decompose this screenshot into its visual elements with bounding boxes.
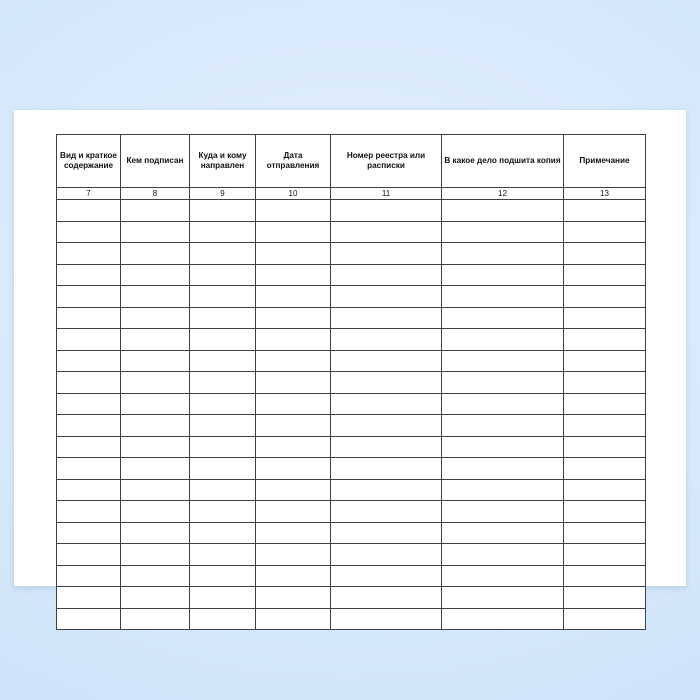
- table-cell[interactable]: [121, 436, 190, 458]
- table-cell[interactable]: [256, 329, 331, 351]
- table-row: [57, 307, 646, 329]
- table-cell[interactable]: [57, 544, 121, 566]
- table-cell[interactable]: [57, 329, 121, 351]
- table-cell[interactable]: [121, 372, 190, 394]
- table-cell[interactable]: [190, 544, 256, 566]
- register-table: [56, 134, 646, 630]
- table-cell[interactable]: [256, 544, 331, 566]
- table-cell[interactable]: [331, 587, 442, 609]
- table-cell[interactable]: [57, 415, 121, 437]
- table-body: [57, 200, 646, 630]
- table-cell[interactable]: [121, 307, 190, 329]
- column-number-12: 12: [442, 188, 564, 200]
- table-cell[interactable]: [256, 608, 331, 630]
- table-head: [57, 135, 646, 200]
- table-cell[interactable]: [121, 501, 190, 523]
- table-cell[interactable]: [121, 329, 190, 351]
- table-row: [57, 264, 646, 286]
- table-cell[interactable]: [121, 264, 190, 286]
- table-cell[interactable]: [331, 372, 442, 394]
- table-cell[interactable]: [121, 350, 190, 372]
- table-cell[interactable]: [121, 243, 190, 265]
- table-cell[interactable]: [57, 458, 121, 480]
- table-cell[interactable]: [190, 565, 256, 587]
- table-cell[interactable]: [190, 501, 256, 523]
- table-cell[interactable]: [331, 415, 442, 437]
- paper-sheet: [14, 110, 686, 586]
- table-cell[interactable]: [57, 264, 121, 286]
- table-cell[interactable]: [564, 243, 646, 265]
- table-cell[interactable]: [256, 393, 331, 415]
- table-cell[interactable]: [564, 522, 646, 544]
- table-cell[interactable]: [57, 286, 121, 308]
- table-cell[interactable]: [121, 393, 190, 415]
- table-cell[interactable]: [564, 329, 646, 351]
- table-cell[interactable]: [256, 415, 331, 437]
- table-cell[interactable]: [57, 565, 121, 587]
- table-row: [57, 544, 646, 566]
- table-cell[interactable]: [256, 221, 331, 243]
- table-cell[interactable]: [190, 436, 256, 458]
- table-cell[interactable]: [57, 372, 121, 394]
- header-row: [57, 135, 646, 188]
- table-row: [57, 221, 646, 243]
- table-cell[interactable]: [442, 350, 564, 372]
- table-cell[interactable]: [442, 501, 564, 523]
- table-cell[interactable]: [331, 565, 442, 587]
- table-cell[interactable]: [331, 350, 442, 372]
- table-row: [57, 200, 646, 222]
- table-cell[interactable]: [331, 286, 442, 308]
- table-cell[interactable]: [442, 544, 564, 566]
- table-cell[interactable]: [564, 393, 646, 415]
- table-row: [57, 415, 646, 437]
- column-number-8: 8: [121, 188, 190, 200]
- table-cell[interactable]: [57, 243, 121, 265]
- table-cell[interactable]: [57, 200, 121, 222]
- table-cell[interactable]: [190, 264, 256, 286]
- table-cell[interactable]: [564, 307, 646, 329]
- table-row: [57, 565, 646, 587]
- table-cell[interactable]: [256, 479, 331, 501]
- table-row: [57, 436, 646, 458]
- table-cell[interactable]: [564, 350, 646, 372]
- table-cell[interactable]: [190, 587, 256, 609]
- table-cell[interactable]: [57, 479, 121, 501]
- table-cell[interactable]: [256, 458, 331, 480]
- table-cell[interactable]: [564, 608, 646, 630]
- table-cell[interactable]: [57, 436, 121, 458]
- table-row: [57, 458, 646, 480]
- table-cell[interactable]: [121, 286, 190, 308]
- table-cell[interactable]: [331, 479, 442, 501]
- table-cell[interactable]: [442, 200, 564, 222]
- table-cell[interactable]: [57, 221, 121, 243]
- table-cell[interactable]: [57, 393, 121, 415]
- table-row: [57, 372, 646, 394]
- table-cell[interactable]: [190, 307, 256, 329]
- table-row: [57, 587, 646, 609]
- table-cell[interactable]: [331, 243, 442, 265]
- column-number-13: 13: [564, 188, 646, 200]
- table-cell[interactable]: [57, 350, 121, 372]
- table-cell[interactable]: [190, 522, 256, 544]
- table-cell[interactable]: [331, 544, 442, 566]
- table-cell[interactable]: [442, 393, 564, 415]
- table-cell[interactable]: [57, 522, 121, 544]
- table-cell[interactable]: [256, 286, 331, 308]
- column-header-data-otpravleniya: Дата отправления: [256, 135, 331, 188]
- table-cell[interactable]: [564, 415, 646, 437]
- table-cell[interactable]: [121, 458, 190, 480]
- table-cell[interactable]: [564, 372, 646, 394]
- table-cell[interactable]: [331, 522, 442, 544]
- table-cell[interactable]: [564, 458, 646, 480]
- table-cell[interactable]: [57, 587, 121, 609]
- table-row: [57, 243, 646, 265]
- table-cell[interactable]: [442, 608, 564, 630]
- table-cell[interactable]: [256, 307, 331, 329]
- table-cell[interactable]: [331, 200, 442, 222]
- table-cell[interactable]: [331, 307, 442, 329]
- table-cell[interactable]: [564, 200, 646, 222]
- table-cell[interactable]: [442, 479, 564, 501]
- table-cell[interactable]: [564, 221, 646, 243]
- table-cell[interactable]: [564, 544, 646, 566]
- table-cell[interactable]: [442, 243, 564, 265]
- column-header-primechanie: Примечание: [564, 135, 646, 188]
- table-cell[interactable]: [564, 264, 646, 286]
- table-row: [57, 501, 646, 523]
- table-cell[interactable]: [331, 608, 442, 630]
- table-row: [57, 522, 646, 544]
- table-cell[interactable]: [442, 458, 564, 480]
- column-header-kem-podpisan: Кем подписан: [121, 135, 190, 188]
- table-cell[interactable]: [442, 565, 564, 587]
- table-cell[interactable]: [256, 264, 331, 286]
- table-cell[interactable]: [331, 329, 442, 351]
- table-cell[interactable]: [121, 544, 190, 566]
- column-header-v-kakoe-delo-podshita-kopiya: В какое дело подшита копия: [442, 135, 564, 188]
- table-cell[interactable]: [442, 329, 564, 351]
- table-cell[interactable]: [190, 393, 256, 415]
- table-cell[interactable]: [256, 200, 331, 222]
- table-cell[interactable]: [190, 243, 256, 265]
- column-number-7: 7: [57, 188, 121, 200]
- table-cell[interactable]: [564, 286, 646, 308]
- table-row: [57, 329, 646, 351]
- table-cell[interactable]: [442, 415, 564, 437]
- column-number-row: [57, 188, 646, 200]
- table-cell[interactable]: [331, 393, 442, 415]
- table-cell[interactable]: [190, 200, 256, 222]
- table-cell[interactable]: [121, 587, 190, 609]
- table-cell[interactable]: [256, 587, 331, 609]
- table-cell[interactable]: [57, 307, 121, 329]
- table-cell[interactable]: [442, 587, 564, 609]
- table-cell[interactable]: [331, 436, 442, 458]
- table-cell[interactable]: [190, 372, 256, 394]
- column-number-11: 11: [331, 188, 442, 200]
- table-cell[interactable]: [331, 264, 442, 286]
- column-header-kuda-i-komu-napravlen: Куда и кому направлен: [190, 135, 256, 188]
- table-cell[interactable]: [121, 200, 190, 222]
- table-cell[interactable]: [256, 350, 331, 372]
- column-number-9: 9: [190, 188, 256, 200]
- table-cell[interactable]: [256, 436, 331, 458]
- column-header-nomer-reestra-ili-raspiski: Номер реестра или расписки: [331, 135, 442, 188]
- table-cell[interactable]: [564, 479, 646, 501]
- table-cell[interactable]: [121, 565, 190, 587]
- table-cell[interactable]: [442, 221, 564, 243]
- table-cell[interactable]: [564, 501, 646, 523]
- table-cell[interactable]: [121, 479, 190, 501]
- table-cell[interactable]: [121, 608, 190, 630]
- table-cell[interactable]: [442, 286, 564, 308]
- table-row: [57, 608, 646, 630]
- table-cell[interactable]: [331, 221, 442, 243]
- table-cell[interactable]: [256, 372, 331, 394]
- table-cell[interactable]: [564, 565, 646, 587]
- table-cell[interactable]: [256, 243, 331, 265]
- table-cell[interactable]: [121, 221, 190, 243]
- table-cell[interactable]: [190, 415, 256, 437]
- paper-surface: [14, 110, 686, 586]
- table-cell[interactable]: [190, 350, 256, 372]
- table-cell[interactable]: [564, 436, 646, 458]
- table-cell[interactable]: [121, 415, 190, 437]
- table-cell[interactable]: [190, 221, 256, 243]
- table-cell[interactable]: [442, 522, 564, 544]
- table-cell[interactable]: [442, 264, 564, 286]
- table-cell[interactable]: [442, 307, 564, 329]
- column-number-10: 10: [256, 188, 331, 200]
- table-cell[interactable]: [442, 372, 564, 394]
- table-row: [57, 479, 646, 501]
- table-cell[interactable]: [256, 522, 331, 544]
- table-cell[interactable]: [256, 565, 331, 587]
- column-header-vid-i-kratkoe-soderzhanie: Вид и краткое содержание: [57, 135, 121, 188]
- table-cell[interactable]: [190, 479, 256, 501]
- table-cell[interactable]: [256, 501, 331, 523]
- table-cell[interactable]: [190, 458, 256, 480]
- table-cell[interactable]: [57, 501, 121, 523]
- table-cell[interactable]: [121, 522, 190, 544]
- table-row: [57, 286, 646, 308]
- table-row: [57, 393, 646, 415]
- table-cell[interactable]: [190, 286, 256, 308]
- table-cell[interactable]: [331, 458, 442, 480]
- table-cell[interactable]: [57, 608, 121, 630]
- table-cell[interactable]: [190, 608, 256, 630]
- table-cell[interactable]: [564, 587, 646, 609]
- table-row: [57, 350, 646, 372]
- table-cell[interactable]: [190, 329, 256, 351]
- table-cell[interactable]: [442, 436, 564, 458]
- table-cell[interactable]: [331, 501, 442, 523]
